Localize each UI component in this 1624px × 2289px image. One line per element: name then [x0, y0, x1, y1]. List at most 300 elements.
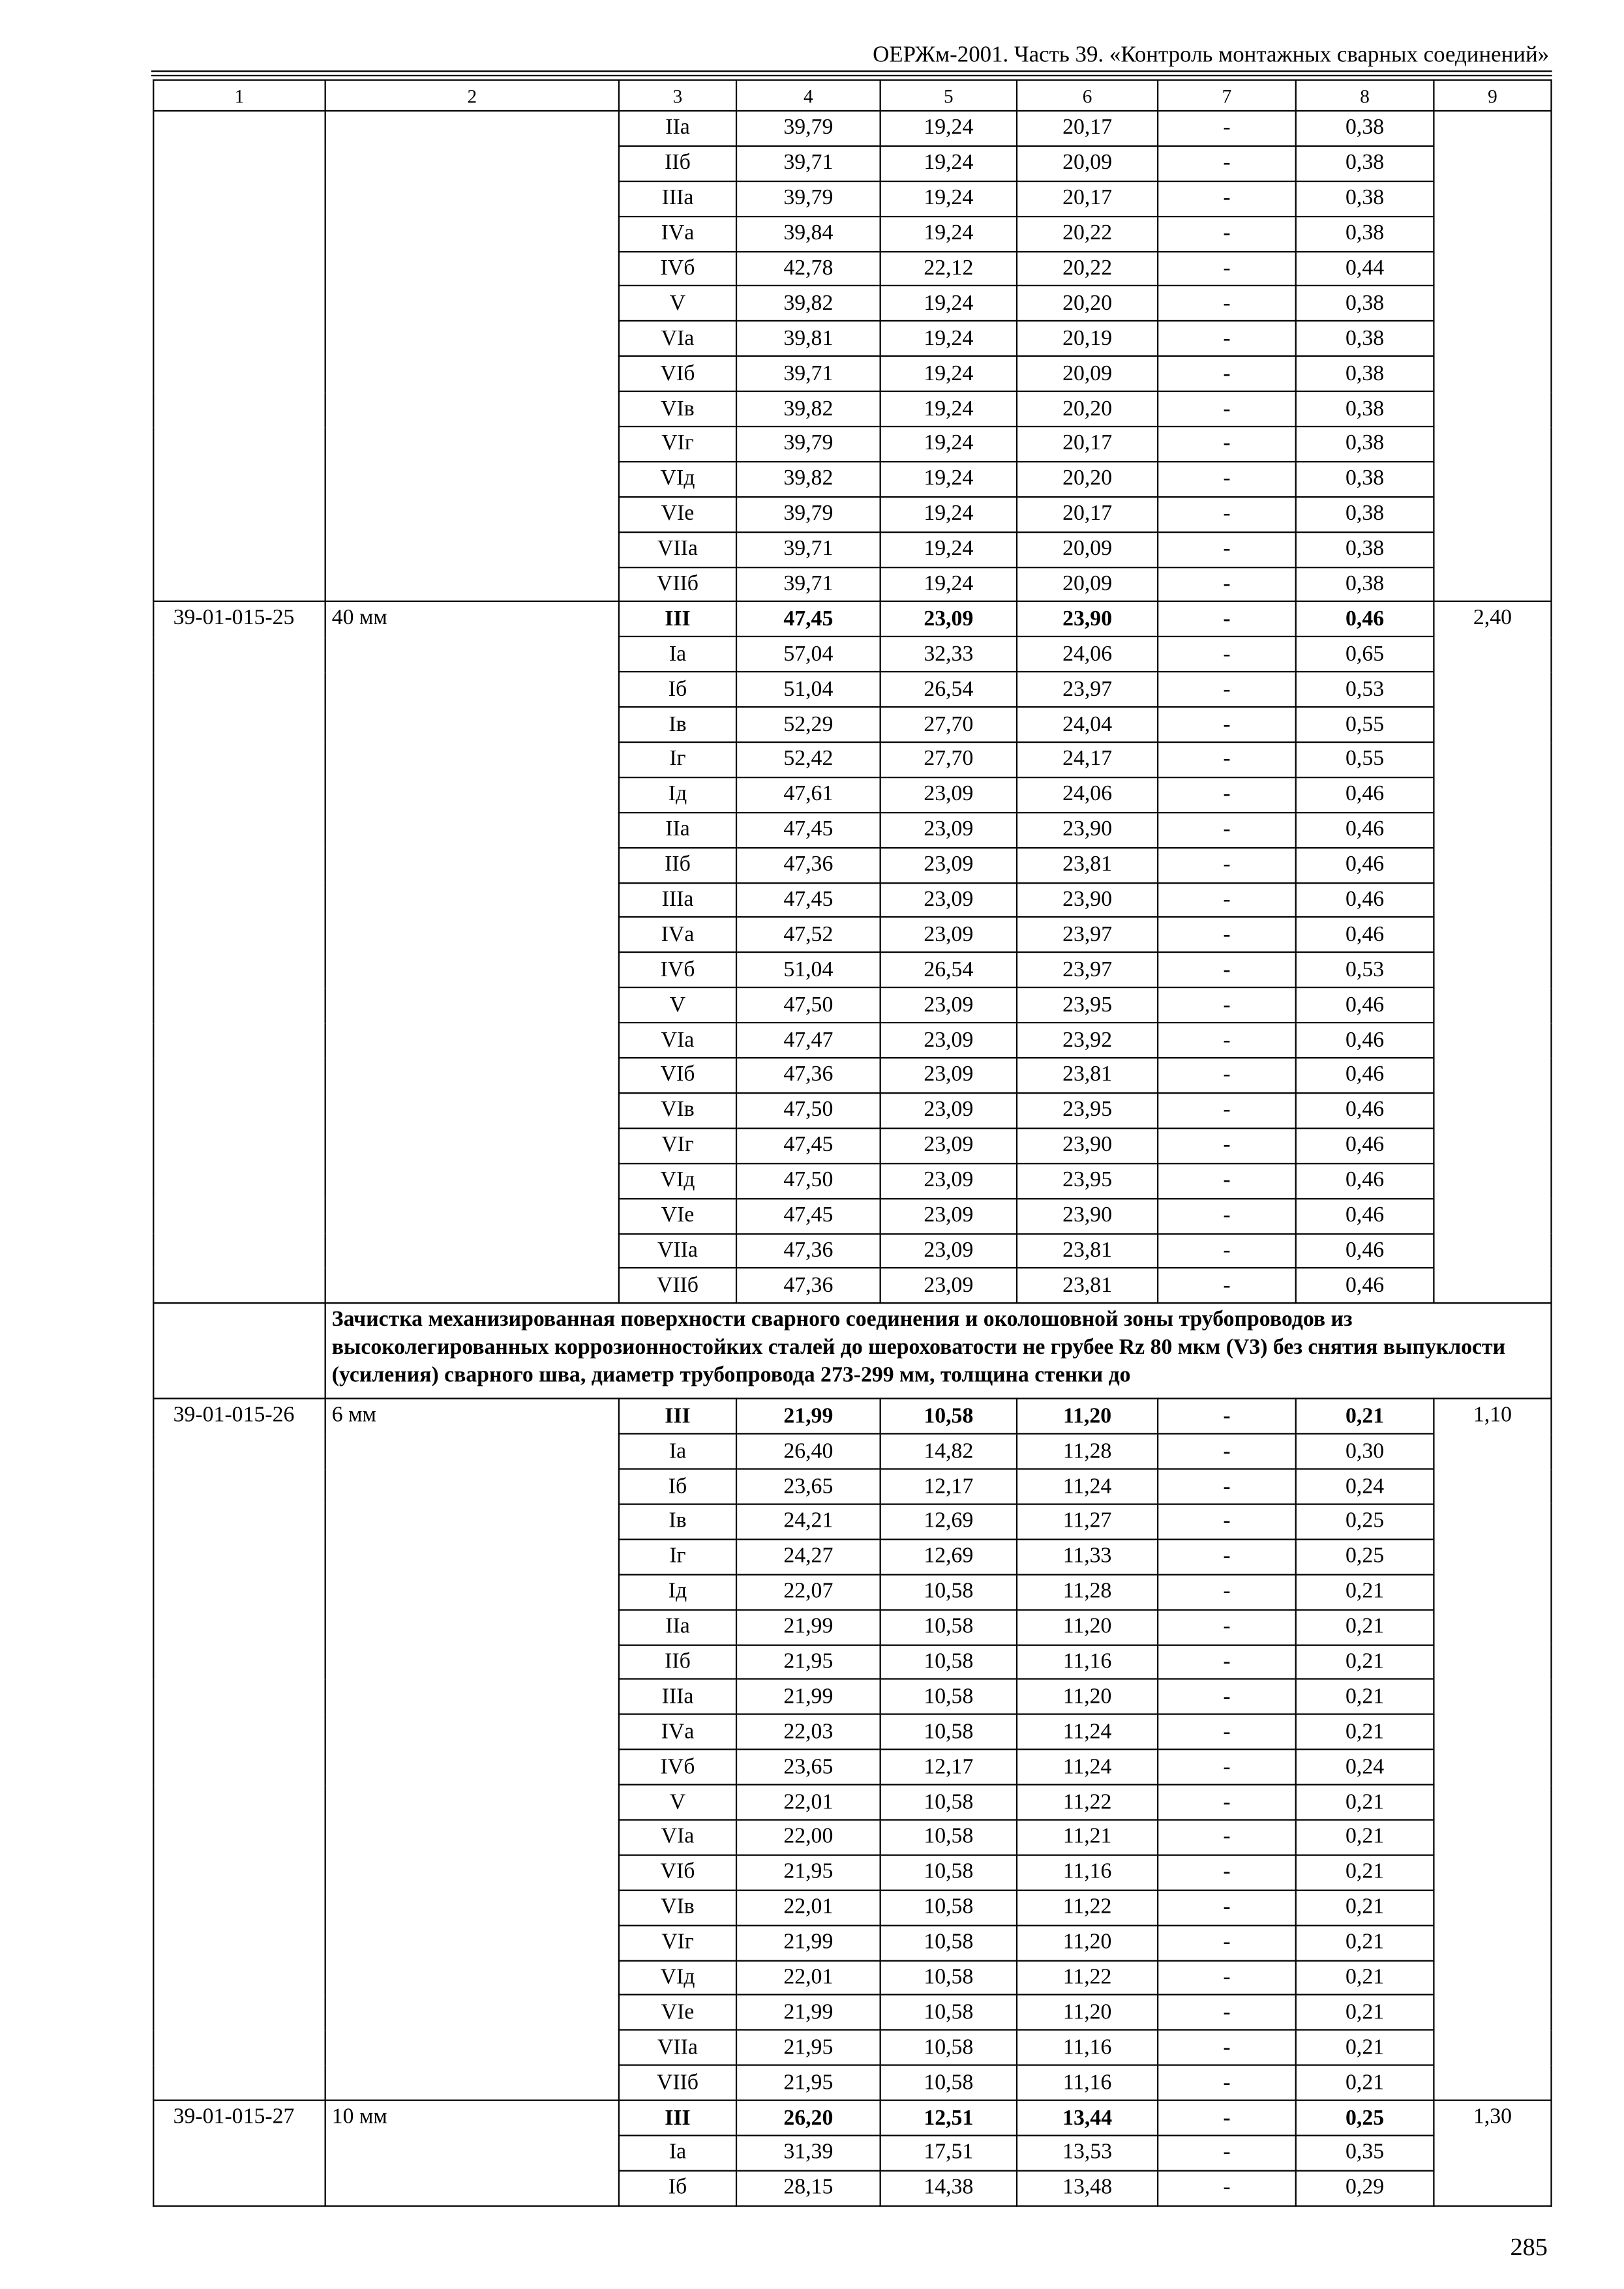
table-cell-value: -: [1158, 462, 1296, 497]
table-cell-category: VIв: [619, 1093, 736, 1128]
table-row: [153, 1399, 1551, 1434]
table-cell-value: 23,81: [1017, 1058, 1158, 1093]
table-cell-value: 19,24: [880, 322, 1017, 357]
table-cell-category: VIIб: [619, 2065, 736, 2101]
table-cell-value: 26,40: [736, 1434, 880, 1469]
table-cell-value: 0,44: [1296, 251, 1434, 286]
table-cell-value: 23,09: [880, 1058, 1017, 1093]
table-cell-value: -: [1158, 707, 1296, 742]
table-cell-value: 0,46: [1296, 848, 1434, 883]
table-cell-value: 0,21: [1296, 1645, 1434, 1680]
table-cell-value: 20,19: [1017, 322, 1158, 357]
table-cell-value: 11,33: [1017, 1539, 1158, 1574]
table-cell-value: -: [1158, 1163, 1296, 1199]
table-cell-category: Iд: [619, 777, 736, 813]
table-cell-value: -: [1158, 1399, 1296, 1434]
table-cell-category: V: [619, 1785, 736, 1820]
column-number: 5: [880, 80, 1017, 111]
table-cell-value: 0,38: [1296, 391, 1434, 426]
table-cell-value: 0,21: [1296, 1399, 1434, 1434]
table-cell-value: -: [1158, 567, 1296, 602]
table-cell-value: -: [1158, 813, 1296, 848]
table-cell-value: 23,92: [1017, 1023, 1158, 1058]
table-cell-value: 27,70: [880, 707, 1017, 742]
table-cell-value: 23,09: [880, 882, 1017, 918]
table-cell-value: -: [1158, 1820, 1296, 1855]
table-cell-value: 24,04: [1017, 707, 1158, 742]
table-cell-value: 21,99: [736, 1995, 880, 2030]
table-cell-value: 0,21: [1296, 1609, 1434, 1645]
table-cell-value: 0,46: [1296, 1093, 1434, 1128]
table-cell-value: 0,38: [1296, 286, 1434, 322]
table-cell-value: 42,78: [736, 251, 880, 286]
table-cell-value: 47,36: [736, 1268, 880, 1304]
table-cell-value: -: [1158, 1504, 1296, 1539]
table-cell-category: VIа: [619, 1023, 736, 1058]
table-cell-value: 47,52: [736, 918, 880, 953]
table-cell-value: 0,21: [1296, 1785, 1434, 1820]
table-cell-value: 39,79: [736, 181, 880, 217]
table-cell-value: 10,58: [880, 1609, 1017, 1645]
table-cell-value: 0,46: [1296, 918, 1434, 953]
table-cell-value: 10,58: [880, 1399, 1017, 1434]
table-cell-value: -: [1158, 1645, 1296, 1680]
table-cell-category: Iд: [619, 1574, 736, 1609]
table-cell-category: IIа: [619, 111, 736, 146]
wall-thickness: 6 мм: [325, 1399, 619, 2101]
table-cell-value: -: [1158, 1785, 1296, 1820]
table-cell-value: 0,21: [1296, 1679, 1434, 1714]
table-cell-value: 0,30: [1296, 1434, 1434, 1469]
table-cell-value: 23,09: [880, 1268, 1017, 1304]
table-cell-value: 10,58: [880, 1925, 1017, 1960]
table-cell-value: 11,27: [1017, 1504, 1158, 1539]
table-cell-value: 0,21: [1296, 1855, 1434, 1890]
table-cell-value: -: [1158, 2136, 1296, 2171]
table-cell-value: -: [1158, 216, 1296, 251]
running-header: ОЕРЖм-2001. Часть 39. «Контроль монтажных сварных соединений»: [873, 42, 1550, 68]
table-cell-value: 39,81: [736, 322, 880, 357]
table-cell-value: 23,90: [1017, 813, 1158, 848]
table-cell-category: VIб: [619, 356, 736, 391]
table-cell-value: 21,99: [736, 1679, 880, 1714]
table-cell-value: 0,46: [1296, 882, 1434, 918]
table-cell-value: 23,09: [880, 602, 1017, 637]
table-cell-value: -: [1158, 2030, 1296, 2065]
table-cell-value: -: [1158, 1058, 1296, 1093]
table-cell-category: VIд: [619, 1163, 736, 1199]
table-cell-value: 19,24: [880, 146, 1017, 181]
table-cell-value: 14,82: [880, 1434, 1017, 1469]
table-cell-value: 0,46: [1296, 1128, 1434, 1163]
table-cell-value: 19,24: [880, 216, 1017, 251]
table-cell-value: 19,24: [880, 567, 1017, 602]
table-cell-value: 0,38: [1296, 322, 1434, 357]
table-cell-value: -: [1158, 918, 1296, 953]
column-number: 2: [325, 80, 619, 111]
table-cell-value: 10,58: [880, 1645, 1017, 1680]
table-cell-value: 20,17: [1017, 426, 1158, 462]
table-cell-value: 19,24: [880, 286, 1017, 322]
table-cell-category: Iг: [619, 1539, 736, 1574]
table-cell-category: V: [619, 286, 736, 322]
table-cell-value: 24,27: [736, 1539, 880, 1574]
table-cell-category: Iа: [619, 2136, 736, 2171]
table-cell-value: 39,79: [736, 426, 880, 462]
table-cell-value: 11,20: [1017, 1995, 1158, 2030]
section-description: Зачистка механизированная поверхности сварного соединения и околошовной зоны трубопроводов из высоколегированных коррозионностойких сталей до шероховатости не грубее Rz 80 мкм (V3) без снятия выпуклости (усиления) сварного шва, диаметр трубопровода 273-299 мм, толщина стенки до: [325, 1304, 1552, 1399]
table-cell-value: 10,58: [880, 1714, 1017, 1750]
table-cell-value: 21,95: [736, 2030, 880, 2065]
table-cell-value: 47,36: [736, 1233, 880, 1268]
table-cell-value: 21,99: [736, 1609, 880, 1645]
table-cell-value: 10,58: [880, 1890, 1017, 1925]
table-cell-value: -: [1158, 1960, 1296, 1996]
table-cell-category: Iб: [619, 1469, 736, 1504]
table-cell-value: 10,58: [880, 1679, 1017, 1714]
table-cell-value: -: [1158, 531, 1296, 567]
table-cell-value: 23,90: [1017, 1128, 1158, 1163]
table-cell-value: 23,65: [736, 1750, 880, 1785]
table-cell-value: 20,17: [1017, 497, 1158, 532]
table-cell-value: -: [1158, 2170, 1296, 2206]
table-cell-value: 20,22: [1017, 216, 1158, 251]
table-cell-category: V: [619, 988, 736, 1023]
table-cell-value: 21,95: [736, 1855, 880, 1890]
table-cell-value: -: [1158, 1714, 1296, 1750]
table-cell-category: Iг: [619, 742, 736, 777]
table-cell-value: 0,25: [1296, 1539, 1434, 1574]
rate-code: 39-01-015-25: [153, 602, 325, 1304]
table-cell-value: 23,81: [1017, 1268, 1158, 1304]
table-cell-value: 0,38: [1296, 462, 1434, 497]
table-cell-value: 47,36: [736, 848, 880, 883]
table-cell-value: 22,12: [880, 251, 1017, 286]
table-cell-value: 20,09: [1017, 531, 1158, 567]
table-cell-value: -: [1158, 1268, 1296, 1304]
table-cell-value: 19,24: [880, 426, 1017, 462]
wall-thickness: 10 мм: [325, 2101, 619, 2206]
table-cell-value: 0,46: [1296, 1198, 1434, 1233]
table-cell-category: IVб: [619, 1750, 736, 1785]
table-cell-category: VIа: [619, 322, 736, 357]
table-cell-value: 32,33: [880, 637, 1017, 672]
table-row: [153, 111, 1551, 146]
table-cell-value: 26,54: [880, 953, 1017, 988]
table-cell-value: 10,58: [880, 1820, 1017, 1855]
table-cell-value: 0,46: [1296, 1163, 1434, 1199]
table-cell-value: 17,51: [880, 2136, 1017, 2171]
table-cell-value: 10,58: [880, 2030, 1017, 2065]
table-cell-value: 39,79: [736, 111, 880, 146]
norm-value: 2,40: [1434, 602, 1551, 1304]
table-cell-category: Iб: [619, 672, 736, 708]
table-cell-value: -: [1158, 1609, 1296, 1645]
table-cell-category: IIIа: [619, 1679, 736, 1714]
table-cell-value: -: [1158, 181, 1296, 217]
table-cell-value: 10,58: [880, 2065, 1017, 2101]
table-cell-value: 23,90: [1017, 882, 1158, 918]
table-cell-value: 0,21: [1296, 1714, 1434, 1750]
table-cell-category: IIб: [619, 848, 736, 883]
table-cell-value: 47,47: [736, 1023, 880, 1058]
table-cell-value: -: [1158, 497, 1296, 532]
table-cell-value: 23,81: [1017, 848, 1158, 883]
table-cell-value: 0,46: [1296, 988, 1434, 1023]
table-cell-category: VIг: [619, 1128, 736, 1163]
table-cell-value: 47,45: [736, 602, 880, 637]
table-cell-value: 0,46: [1296, 1023, 1434, 1058]
table-cell-value: 24,06: [1017, 777, 1158, 813]
table-cell-category: VIд: [619, 462, 736, 497]
table-cell-value: 19,24: [880, 462, 1017, 497]
table-cell-value: 23,09: [880, 1023, 1017, 1058]
table-cell-category: Iа: [619, 637, 736, 672]
table-cell-value: 11,20: [1017, 1399, 1158, 1434]
table-cell-value: -: [1158, 1469, 1296, 1504]
table-cell-category: VIб: [619, 1058, 736, 1093]
table-cell-value: 13,53: [1017, 2136, 1158, 2171]
table-cell-value: -: [1158, 1890, 1296, 1925]
table-cell-value: 23,09: [880, 1163, 1017, 1199]
table-cell-category: IIIа: [619, 181, 736, 217]
table-cell-value: 0,35: [1296, 2136, 1434, 2171]
column-number: 9: [1434, 80, 1551, 111]
table-cell-value: -: [1158, 111, 1296, 146]
table-cell-value: -: [1158, 742, 1296, 777]
table-cell-value: 11,22: [1017, 1890, 1158, 1925]
table-cell-value: 0,25: [1296, 2101, 1434, 2136]
table-cell-value: -: [1158, 1233, 1296, 1268]
table-cell-value: 20,20: [1017, 391, 1158, 426]
table-cell-value: 0,38: [1296, 531, 1434, 567]
table-cell-value: 39,82: [736, 286, 880, 322]
table-cell-value: 39,82: [736, 462, 880, 497]
table-cell-value: -: [1158, 988, 1296, 1023]
table-cell-category: Iв: [619, 1504, 736, 1539]
table-cell-category: IVа: [619, 1714, 736, 1750]
table-cell-value: 0,38: [1296, 497, 1434, 532]
table-cell-category: IIб: [619, 1645, 736, 1680]
table-cell-value: 39,71: [736, 356, 880, 391]
table-cell-value: 0,65: [1296, 637, 1434, 672]
table-cell-value: 0,38: [1296, 216, 1434, 251]
table-cell-category: VIIа: [619, 1233, 736, 1268]
table-cell-value: 0,29: [1296, 2170, 1434, 2206]
table-cell-value: 39,71: [736, 146, 880, 181]
table-cell-value: 0,38: [1296, 426, 1434, 462]
table-cell-value: -: [1158, 848, 1296, 883]
column-number: 7: [1158, 80, 1296, 111]
table-cell-value: 26,54: [880, 672, 1017, 708]
table-cell-value: -: [1158, 2101, 1296, 2136]
table-cell-value: -: [1158, 1925, 1296, 1960]
table-cell-category: VIд: [619, 1960, 736, 1996]
header-rule: [151, 70, 1552, 76]
table-cell-value: 0,38: [1296, 567, 1434, 602]
table-cell-value: 19,24: [880, 497, 1017, 532]
table-cell-category: VIа: [619, 1820, 736, 1855]
table-cell-value: 47,36: [736, 1058, 880, 1093]
table-cell-value: 23,97: [1017, 672, 1158, 708]
table-cell-value: -: [1158, 426, 1296, 462]
table-cell-value: 0,55: [1296, 742, 1434, 777]
table-cell-value: 11,24: [1017, 1714, 1158, 1750]
table-cell-value: 22,07: [736, 1574, 880, 1609]
table-cell-value: 12,17: [880, 1750, 1017, 1785]
table-cell-value: 23,09: [880, 848, 1017, 883]
table-cell-value: 0,46: [1296, 777, 1434, 813]
column-number: 3: [619, 80, 736, 111]
table-cell-value: 23,09: [880, 988, 1017, 1023]
table-cell-value: 13,44: [1017, 2101, 1158, 2136]
table-cell-value: 0,53: [1296, 672, 1434, 708]
table-cell-value: 23,09: [880, 1128, 1017, 1163]
table-cell-value: 0,38: [1296, 146, 1434, 181]
table-cell-value: 21,95: [736, 2065, 880, 2101]
table-cell-value: 0,21: [1296, 1890, 1434, 1925]
table-cell-value: 21,99: [736, 1925, 880, 1960]
table-cell-value: 12,69: [880, 1539, 1017, 1574]
table-cell-value: -: [1158, 637, 1296, 672]
table-cell-value: 47,50: [736, 1163, 880, 1199]
table-cell-value: -: [1158, 882, 1296, 918]
table-cell-value: -: [1158, 356, 1296, 391]
table-cell-value: -: [1158, 1198, 1296, 1233]
table-cell-value: -: [1158, 1750, 1296, 1785]
table-cell-value: 0,21: [1296, 1820, 1434, 1855]
table-cell-value: 0,38: [1296, 356, 1434, 391]
table-cell-value: 24,17: [1017, 742, 1158, 777]
table-cell-value: 39,82: [736, 391, 880, 426]
table-cell-value: 0,46: [1296, 602, 1434, 637]
table-cell-value: 11,16: [1017, 1645, 1158, 1680]
table-cell-category: VIб: [619, 1855, 736, 1890]
table-cell-value: 0,21: [1296, 1960, 1434, 1996]
table-cell-value: 10,58: [880, 1995, 1017, 2030]
table-cell-value: 20,20: [1017, 462, 1158, 497]
table-cell-category: IVа: [619, 216, 736, 251]
empty-code-cell: [153, 111, 325, 602]
table-cell-value: 0,21: [1296, 1995, 1434, 2030]
empty-code-cell: [153, 1304, 325, 1399]
table-cell-value: 19,24: [880, 111, 1017, 146]
table-cell-value: 10,58: [880, 1574, 1017, 1609]
table-cell-value: 23,65: [736, 1469, 880, 1504]
table-cell-value: 24,21: [736, 1504, 880, 1539]
table-cell-value: 20,17: [1017, 111, 1158, 146]
table-cell-category: IIIа: [619, 882, 736, 918]
table-cell-value: 11,24: [1017, 1469, 1158, 1504]
table-cell-value: 47,50: [736, 1093, 880, 1128]
table-cell-category: IIб: [619, 146, 736, 181]
table-cell-value: 12,51: [880, 2101, 1017, 2136]
table-cell-value: 10,58: [880, 1855, 1017, 1890]
table-cell-value: 12,69: [880, 1504, 1017, 1539]
table-cell-category: VIв: [619, 391, 736, 426]
norm-value: 1,10: [1434, 1399, 1551, 2101]
table-cell-value: -: [1158, 777, 1296, 813]
table-cell-value: -: [1158, 146, 1296, 181]
table-cell-value: 28,15: [736, 2170, 880, 2206]
table-cell-category: IIа: [619, 813, 736, 848]
table-cell-value: 11,16: [1017, 2030, 1158, 2065]
table-cell-category: VIг: [619, 1925, 736, 1960]
table-cell-value: 20,20: [1017, 286, 1158, 322]
table-cell-value: 23,95: [1017, 1093, 1158, 1128]
table-cell-value: -: [1158, 1023, 1296, 1058]
table-cell-value: 11,22: [1017, 1785, 1158, 1820]
table-cell-value: -: [1158, 251, 1296, 286]
table-cell-value: 19,24: [880, 181, 1017, 217]
table-cell-value: -: [1158, 672, 1296, 708]
table-cell-value: -: [1158, 2065, 1296, 2101]
table-cell-value: 11,24: [1017, 1750, 1158, 1785]
rates-table: [153, 80, 1552, 2207]
table-cell-value: 11,20: [1017, 1679, 1158, 1714]
table-cell-value: 52,29: [736, 707, 880, 742]
table-cell-value: -: [1158, 1855, 1296, 1890]
table-cell-category: Iв: [619, 707, 736, 742]
table-cell-value: 23,81: [1017, 1233, 1158, 1268]
table-cell-value: 10,58: [880, 1960, 1017, 1996]
table-cell-value: 0,46: [1296, 813, 1434, 848]
table-cell-value: 20,22: [1017, 251, 1158, 286]
table-cell-value: 11,22: [1017, 1960, 1158, 1996]
table-cell-value: 23,97: [1017, 953, 1158, 988]
table-cell-category: IIа: [619, 1609, 736, 1645]
table-cell-category: III: [619, 602, 736, 637]
column-number: 6: [1017, 80, 1158, 111]
table-row: [153, 602, 1551, 637]
wall-thickness: 40 мм: [325, 602, 619, 1304]
table-cell-value: 0,24: [1296, 1750, 1434, 1785]
table-cell-value: 22,01: [736, 1960, 880, 1996]
table-cell-value: 39,84: [736, 216, 880, 251]
table-cell-value: 11,16: [1017, 2065, 1158, 2101]
table-cell-value: 12,17: [880, 1469, 1017, 1504]
table-cell-value: 23,09: [880, 1233, 1017, 1268]
table-cell-value: 26,20: [736, 2101, 880, 2136]
table-cell-value: 11,20: [1017, 1925, 1158, 1960]
table-cell-value: 0,25: [1296, 1504, 1434, 1539]
table-cell-value: -: [1158, 602, 1296, 637]
table-cell-value: 47,45: [736, 882, 880, 918]
table-cell-value: 23,90: [1017, 1198, 1158, 1233]
table-cell-value: 22,01: [736, 1785, 880, 1820]
table-cell-category: VIе: [619, 1198, 736, 1233]
table-cell-category: VIе: [619, 497, 736, 532]
table-cell-value: 0,53: [1296, 953, 1434, 988]
table-cell-value: 23,09: [880, 1198, 1017, 1233]
table-cell-value: 19,24: [880, 391, 1017, 426]
column-number: 1: [153, 80, 325, 111]
table-cell-value: 10,58: [880, 1785, 1017, 1820]
table-cell-category: III: [619, 1399, 736, 1434]
table-cell-value: -: [1158, 391, 1296, 426]
table-cell-category: III: [619, 2101, 736, 2136]
table-cell-value: 0,21: [1296, 1574, 1434, 1609]
table-cell-value: 0,55: [1296, 707, 1434, 742]
table-cell-category: Iб: [619, 2170, 736, 2206]
table-cell-value: 11,28: [1017, 1434, 1158, 1469]
column-number: 8: [1296, 80, 1434, 111]
table-cell-value: 14,38: [880, 2170, 1017, 2206]
table-cell-value: 39,79: [736, 497, 880, 532]
table-cell-value: 52,42: [736, 742, 880, 777]
table-cell-value: 19,24: [880, 356, 1017, 391]
table-cell-value: 0,38: [1296, 181, 1434, 217]
